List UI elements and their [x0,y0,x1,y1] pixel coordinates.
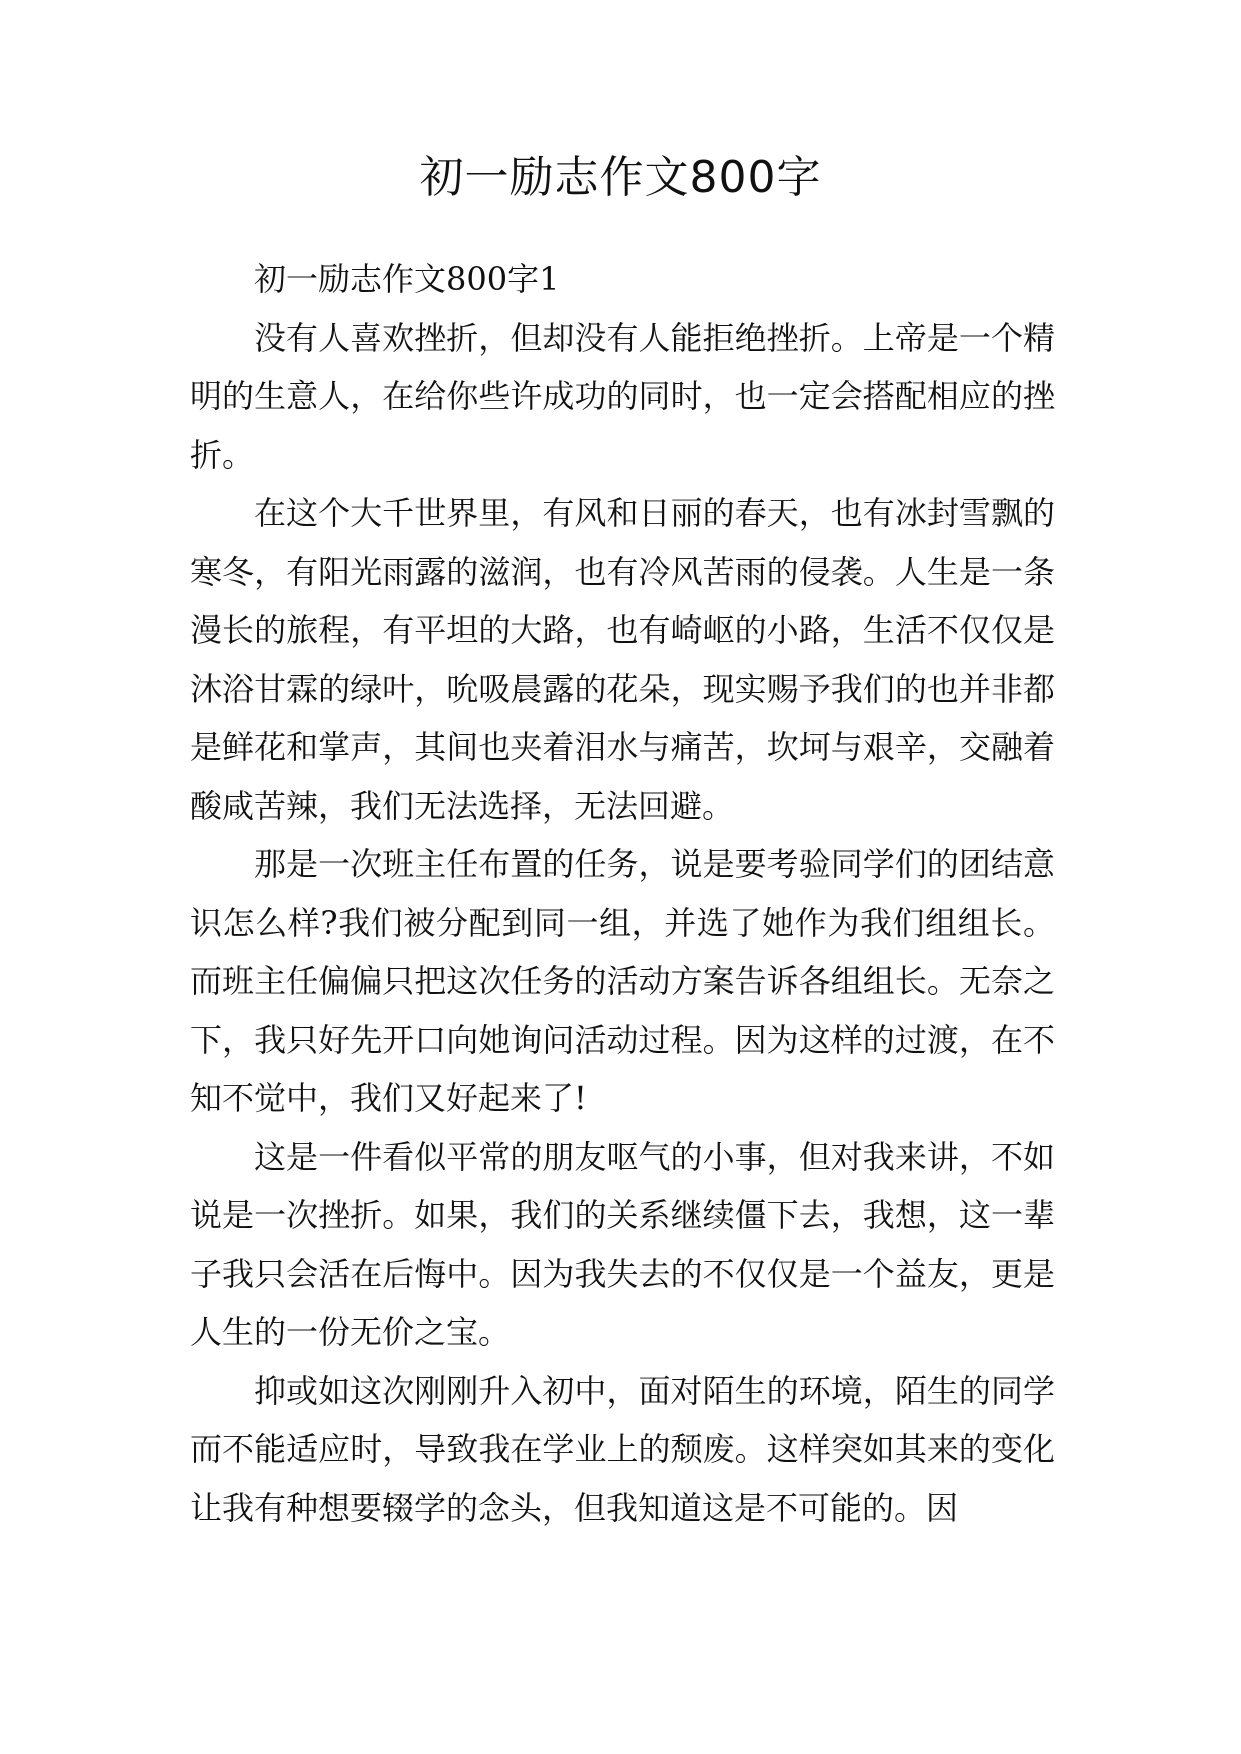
paragraph-2: 在这个大千世界里，有风和日丽的春天，也有冰封雪飘的寒冬，有阳光雨露的滋润，也有冷风苦雨的侵袭。人生是一条漫长的旅程，有平坦的大路，也有崎岖的小路，生活不仅仅是沐浴甘霖的绿叶，吮吸晨露的花朵，现实赐予我们的也并非都是鲜花和掌声，其间也夹着泪水与痛苦，坎坷与艰辛，交融着酸咸苦辣，我们无法选择，无法回避。 [190,494,1055,825]
document-body [190,250,1055,1537]
paragraph-3: 那是一次班主任布置的任务，说是要考验同学们的团结意识怎么样?我们被分配到同一组，并选了她作为我们组组长。而班主任偏偏只把这次任务的活动方案告诉各组组长。无奈之下，我只好先开口向她询问活动过程。因为这样的过渡，在不知不觉中，我们又好起来了! [190,845,1055,1117]
paragraph-4: 这是一件看似平常的朋友呕气的小事，但对我来讲，不如说是一次挫折。如果，我们的关系继续僵下去，我想，这一辈子我只会活在后悔中。因为我失去的不仅仅是一个益友，更是人生的一份无价之宝。 [190,1137,1055,1351]
paragraph-5: 抑或如这次刚刚升入初中，面对陌生的环境，陌生的同学而不能适应时，导致我在学业上的颓废。这样突如其来的变化让我有种想要辍学的念头，但我知道这是不可能的。因 [190,1371,1055,1527]
paragraph-1: 没有人喜欢挫折，但却没有人能拒绝挫折。上帝是一个精明的生意人，在给你些许成功的同时，也一定会搭配相应的挫折。 [190,318,1055,474]
section-heading: 初一励志作文800字1 [254,260,560,298]
document-title: 初一励志作文800字 [419,152,822,203]
